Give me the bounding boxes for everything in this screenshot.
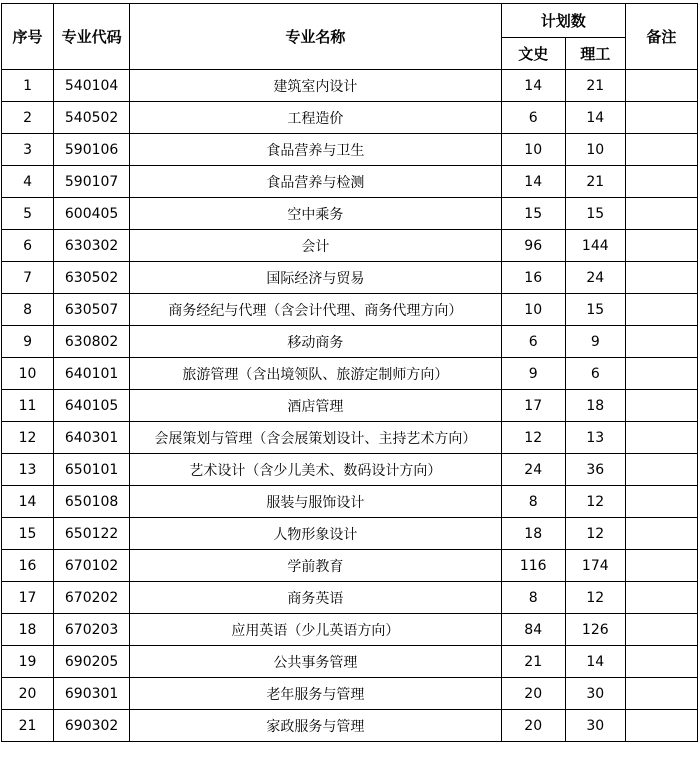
cell-seq: 20 [2, 678, 54, 710]
cell-li-count: 30 [565, 678, 625, 710]
cell-note [625, 198, 697, 230]
cell-major-name: 空中乘务 [130, 198, 502, 230]
cell-code: 690301 [54, 678, 130, 710]
cell-code: 640101 [54, 358, 130, 390]
cell-major-name: 艺术设计（含少儿美术、数码设计方向） [130, 454, 502, 486]
cell-seq: 3 [2, 134, 54, 166]
cell-note [625, 390, 697, 422]
cell-wen-count: 84 [501, 614, 565, 646]
cell-code: 650122 [54, 518, 130, 550]
cell-li-count: 18 [565, 390, 625, 422]
cell-note [625, 678, 697, 710]
cell-code: 540502 [54, 102, 130, 134]
table-row [2, 614, 698, 646]
cell-major-name: 工程造价 [130, 102, 502, 134]
cell-note [625, 710, 697, 742]
table-row [2, 70, 698, 102]
cell-major-name: 会展策划与管理（含会展策划设计、主持艺术方向） [130, 422, 502, 454]
header-seq: 序号 [2, 4, 54, 70]
cell-code: 670203 [54, 614, 130, 646]
cell-code: 670202 [54, 582, 130, 614]
cell-code: 650101 [54, 454, 130, 486]
header-name: 专业名称 [130, 4, 502, 70]
table-row [2, 358, 698, 390]
cell-seq: 4 [2, 166, 54, 198]
cell-wen-count: 6 [501, 326, 565, 358]
table-row [2, 550, 698, 582]
cell-seq: 1 [2, 70, 54, 102]
header-note: 备注 [625, 4, 697, 70]
cell-wen-count: 20 [501, 678, 565, 710]
cell-li-count: 24 [565, 262, 625, 294]
table-row [2, 134, 698, 166]
cell-major-name: 家政服务与管理 [130, 710, 502, 742]
cell-li-count: 174 [565, 550, 625, 582]
cell-note [625, 102, 697, 134]
cell-seq: 2 [2, 102, 54, 134]
cell-major-name: 建筑室内设计 [130, 70, 502, 102]
cell-seq: 11 [2, 390, 54, 422]
cell-li-count: 14 [565, 646, 625, 678]
cell-li-count: 12 [565, 582, 625, 614]
cell-major-name: 移动商务 [130, 326, 502, 358]
cell-li-count: 21 [565, 70, 625, 102]
cell-li-count: 9 [565, 326, 625, 358]
cell-major-name: 公共事务管理 [130, 646, 502, 678]
cell-note [625, 134, 697, 166]
table-row [2, 166, 698, 198]
cell-code: 640105 [54, 390, 130, 422]
cell-seq: 21 [2, 710, 54, 742]
cell-note [625, 550, 697, 582]
table-row [2, 198, 698, 230]
cell-note [625, 422, 697, 454]
cell-note [625, 70, 697, 102]
cell-seq: 8 [2, 294, 54, 326]
cell-wen-count: 10 [501, 134, 565, 166]
cell-note [625, 326, 697, 358]
header-code: 专业代码 [54, 4, 130, 70]
cell-code: 690302 [54, 710, 130, 742]
cell-wen-count: 96 [501, 230, 565, 262]
table-row [2, 582, 698, 614]
cell-li-count: 21 [565, 166, 625, 198]
cell-li-count: 144 [565, 230, 625, 262]
cell-code: 640301 [54, 422, 130, 454]
table-row [2, 518, 698, 550]
cell-wen-count: 24 [501, 454, 565, 486]
cell-major-name: 服装与服饰设计 [130, 486, 502, 518]
cell-wen-count: 8 [501, 486, 565, 518]
cell-major-name: 学前教育 [130, 550, 502, 582]
cell-seq: 5 [2, 198, 54, 230]
table-row [2, 646, 698, 678]
cell-li-count: 126 [565, 614, 625, 646]
cell-seq: 10 [2, 358, 54, 390]
cell-seq: 18 [2, 614, 54, 646]
cell-major-name: 应用英语（少儿英语方向） [130, 614, 502, 646]
cell-note [625, 166, 697, 198]
cell-li-count: 6 [565, 358, 625, 390]
cell-wen-count: 20 [501, 710, 565, 742]
cell-seq: 13 [2, 454, 54, 486]
table-row [2, 390, 698, 422]
cell-note [625, 646, 697, 678]
cell-major-name: 食品营养与卫生 [130, 134, 502, 166]
cell-wen-count: 6 [501, 102, 565, 134]
table-row [2, 454, 698, 486]
cell-wen-count: 21 [501, 646, 565, 678]
cell-note [625, 358, 697, 390]
table-row [2, 486, 698, 518]
cell-li-count: 10 [565, 134, 625, 166]
cell-wen-count: 10 [501, 294, 565, 326]
cell-note [625, 486, 697, 518]
cell-wen-count: 14 [501, 70, 565, 102]
cell-code: 540104 [54, 70, 130, 102]
cell-code: 650108 [54, 486, 130, 518]
cell-major-name: 会计 [130, 230, 502, 262]
table-body [2, 70, 698, 742]
cell-li-count: 15 [565, 294, 625, 326]
cell-wen-count: 12 [501, 422, 565, 454]
cell-code: 600405 [54, 198, 130, 230]
cell-major-name: 商务经纪与代理（含会计代理、商务代理方向） [130, 294, 502, 326]
cell-code: 630507 [54, 294, 130, 326]
table-row [2, 710, 698, 742]
cell-seq: 14 [2, 486, 54, 518]
cell-code: 670102 [54, 550, 130, 582]
cell-note [625, 518, 697, 550]
table-row [2, 326, 698, 358]
cell-major-name: 旅游管理（含出境领队、旅游定制师方向） [130, 358, 502, 390]
cell-major-name: 商务英语 [130, 582, 502, 614]
cell-note [625, 230, 697, 262]
cell-seq: 9 [2, 326, 54, 358]
cell-major-name: 食品营养与检测 [130, 166, 502, 198]
cell-note [625, 262, 697, 294]
cell-code: 590106 [54, 134, 130, 166]
cell-code: 630302 [54, 230, 130, 262]
table-row [2, 230, 698, 262]
cell-wen-count: 8 [501, 582, 565, 614]
cell-seq: 6 [2, 230, 54, 262]
cell-li-count: 36 [565, 454, 625, 486]
header-wen: 文史 [501, 38, 565, 70]
cell-wen-count: 9 [501, 358, 565, 390]
cell-note [625, 614, 697, 646]
cell-note [625, 454, 697, 486]
cell-code: 590107 [54, 166, 130, 198]
cell-major-name: 国际经济与贸易 [130, 262, 502, 294]
cell-note [625, 582, 697, 614]
cell-seq: 16 [2, 550, 54, 582]
cell-li-count: 15 [565, 198, 625, 230]
cell-major-name: 酒店管理 [130, 390, 502, 422]
cell-major-name: 老年服务与管理 [130, 678, 502, 710]
enrollment-plan-table [1, 3, 698, 742]
cell-major-name: 人物形象设计 [130, 518, 502, 550]
table-row [2, 294, 698, 326]
table-row [2, 422, 698, 454]
cell-li-count: 12 [565, 486, 625, 518]
cell-wen-count: 16 [501, 262, 565, 294]
cell-note [625, 294, 697, 326]
cell-code: 630502 [54, 262, 130, 294]
cell-wen-count: 14 [501, 166, 565, 198]
cell-seq: 19 [2, 646, 54, 678]
cell-li-count: 14 [565, 102, 625, 134]
cell-li-count: 13 [565, 422, 625, 454]
cell-wen-count: 116 [501, 550, 565, 582]
cell-code: 630802 [54, 326, 130, 358]
cell-code: 690205 [54, 646, 130, 678]
cell-li-count: 30 [565, 710, 625, 742]
cell-seq: 12 [2, 422, 54, 454]
table-row [2, 678, 698, 710]
cell-li-count: 12 [565, 518, 625, 550]
cell-seq: 7 [2, 262, 54, 294]
header-plan: 计划数 [501, 4, 625, 38]
cell-wen-count: 17 [501, 390, 565, 422]
header-li: 理工 [565, 38, 625, 70]
cell-seq: 17 [2, 582, 54, 614]
table-row [2, 262, 698, 294]
cell-seq: 15 [2, 518, 54, 550]
table-header [2, 4, 698, 70]
cell-wen-count: 18 [501, 518, 565, 550]
table-row [2, 102, 698, 134]
cell-wen-count: 15 [501, 198, 565, 230]
